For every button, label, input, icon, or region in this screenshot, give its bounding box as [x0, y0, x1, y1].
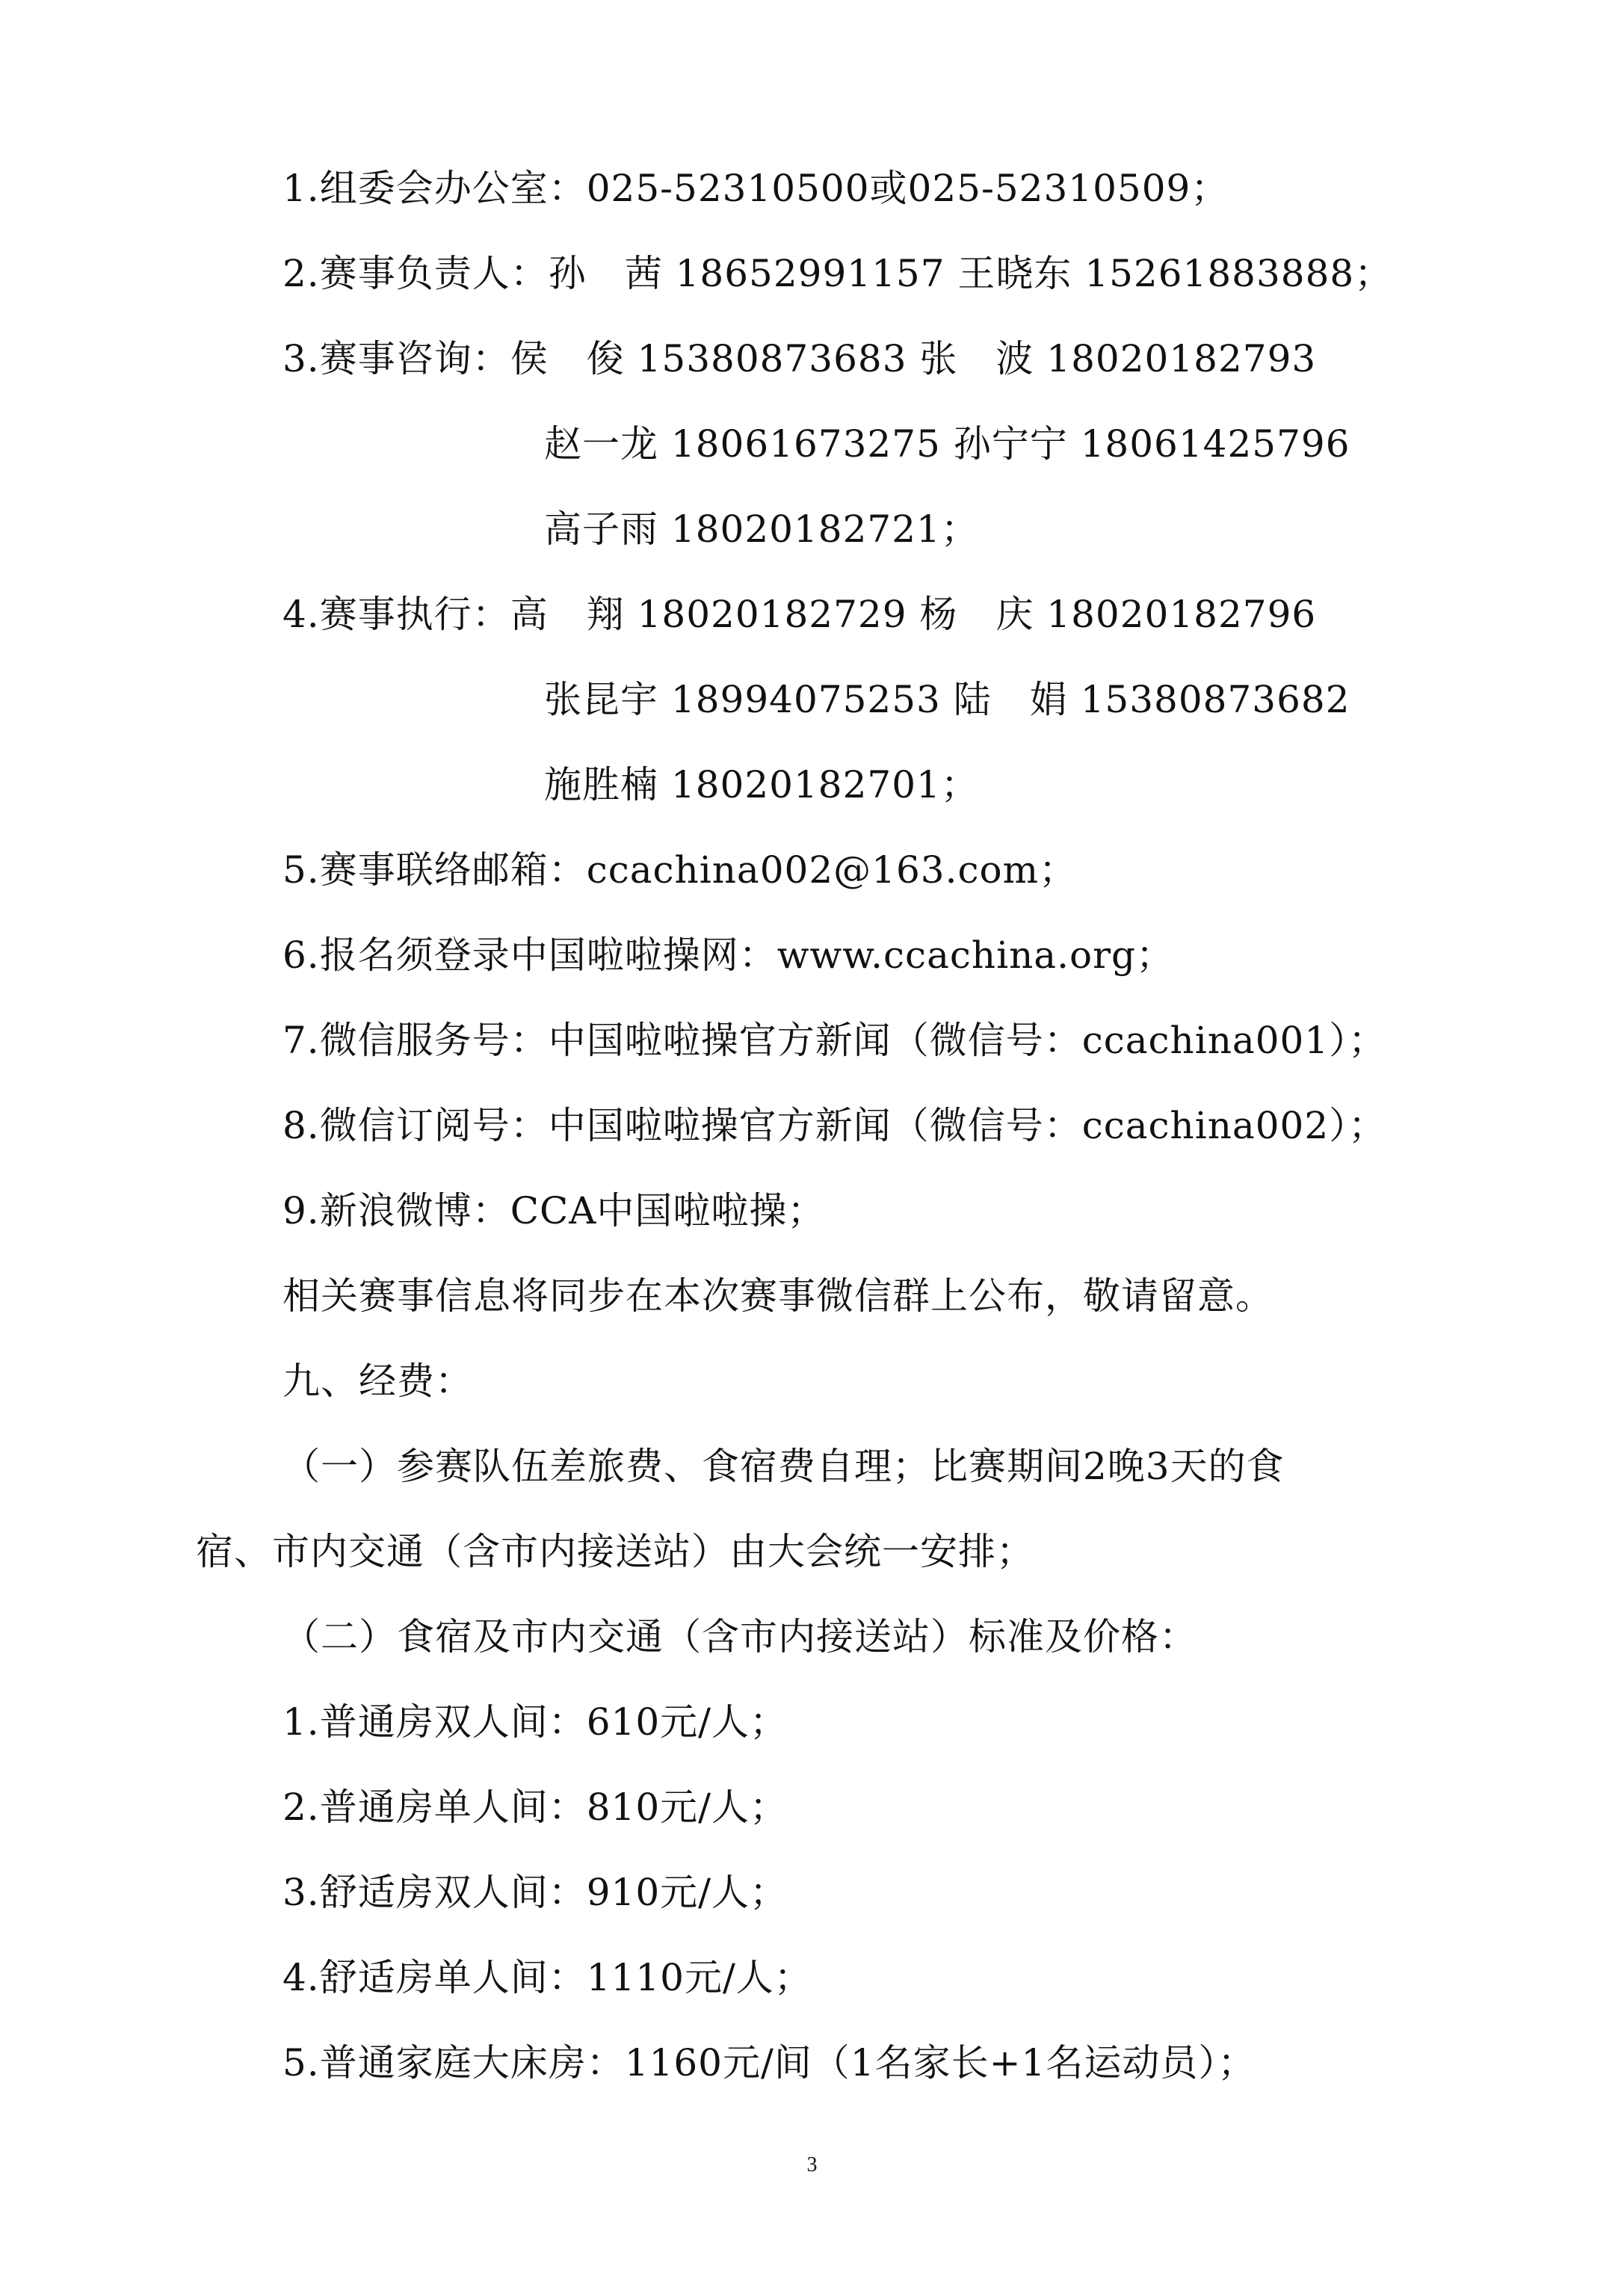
- event-leader-line: 2.赛事负责人：孙 茜 18652991157 王晓东 15261883888；: [282, 252, 1393, 295]
- event-consult-continuation-1: 赵一龙 18061673275 孙宁宁 18061425796: [544, 422, 1350, 466]
- event-execution-line: 4.赛事执行：高 翔 18020182729 杨 庆 18020182796: [282, 593, 1317, 636]
- price-family-room: 5.普通家庭大床房：1160元/间（1名家长+1名运动员）；: [282, 2041, 1256, 2084]
- price-standard-single: 2.普通房单人间：810元/人；: [282, 1786, 788, 1829]
- price-standard-double: 1.普通房双人间：610元/人；: [282, 1700, 788, 1744]
- contact-office-line: 1.组委会办公室：025-52310500或025-52310509；: [282, 167, 1229, 210]
- expense-item-2-heading: （二）食宿及市内交通（含市内接送站）标准及价格：: [282, 1615, 1197, 1658]
- expense-item-1-line-2: 宿、市内交通（含市内接送站）由大会统一安排；: [196, 1530, 1034, 1573]
- price-comfort-single: 4.舒适房单人间：1110元/人；: [282, 1956, 812, 1999]
- event-consult-line: 3.赛事咨询：侯 俊 15380873683 张 波 18020182793: [282, 337, 1317, 380]
- event-info-note: 相关赛事信息将同步在本次赛事微信群上公布，敬请留意。: [282, 1274, 1273, 1318]
- page-number: 3: [806, 2153, 818, 2176]
- registration-website-line: 6.报名须登录中国啦啦操网：www.ccachina.org；: [282, 933, 1174, 977]
- wechat-subscription-line: 8.微信订阅号：中国啦啦操官方新闻（微信号：ccachina002）；: [282, 1104, 1387, 1147]
- weibo-line: 9.新浪微博：CCA中国啦啦操；: [282, 1189, 826, 1232]
- event-consult-continuation-2: 高子雨 18020182721；: [544, 507, 979, 551]
- section-expenses-heading: 九、经费：: [282, 1360, 473, 1403]
- wechat-service-line: 7.微信服务号：中国啦啦操官方新闻（微信号：ccachina001）；: [282, 1019, 1387, 1062]
- event-execution-continuation-2: 施胜楠 18020182701；: [544, 763, 979, 806]
- price-comfort-double: 3.舒适房双人间：910元/人；: [282, 1871, 788, 1914]
- event-execution-continuation-1: 张昆宇 18994075253 陆 娟 15380873682: [544, 678, 1350, 721]
- contact-email-line: 5.赛事联络邮箱：ccachina002@163.com；: [282, 848, 1078, 892]
- expense-item-1-line-1: （一）参赛队伍差旅费、食宿费自理；比赛期间2晚3天的食: [282, 1445, 1285, 1488]
